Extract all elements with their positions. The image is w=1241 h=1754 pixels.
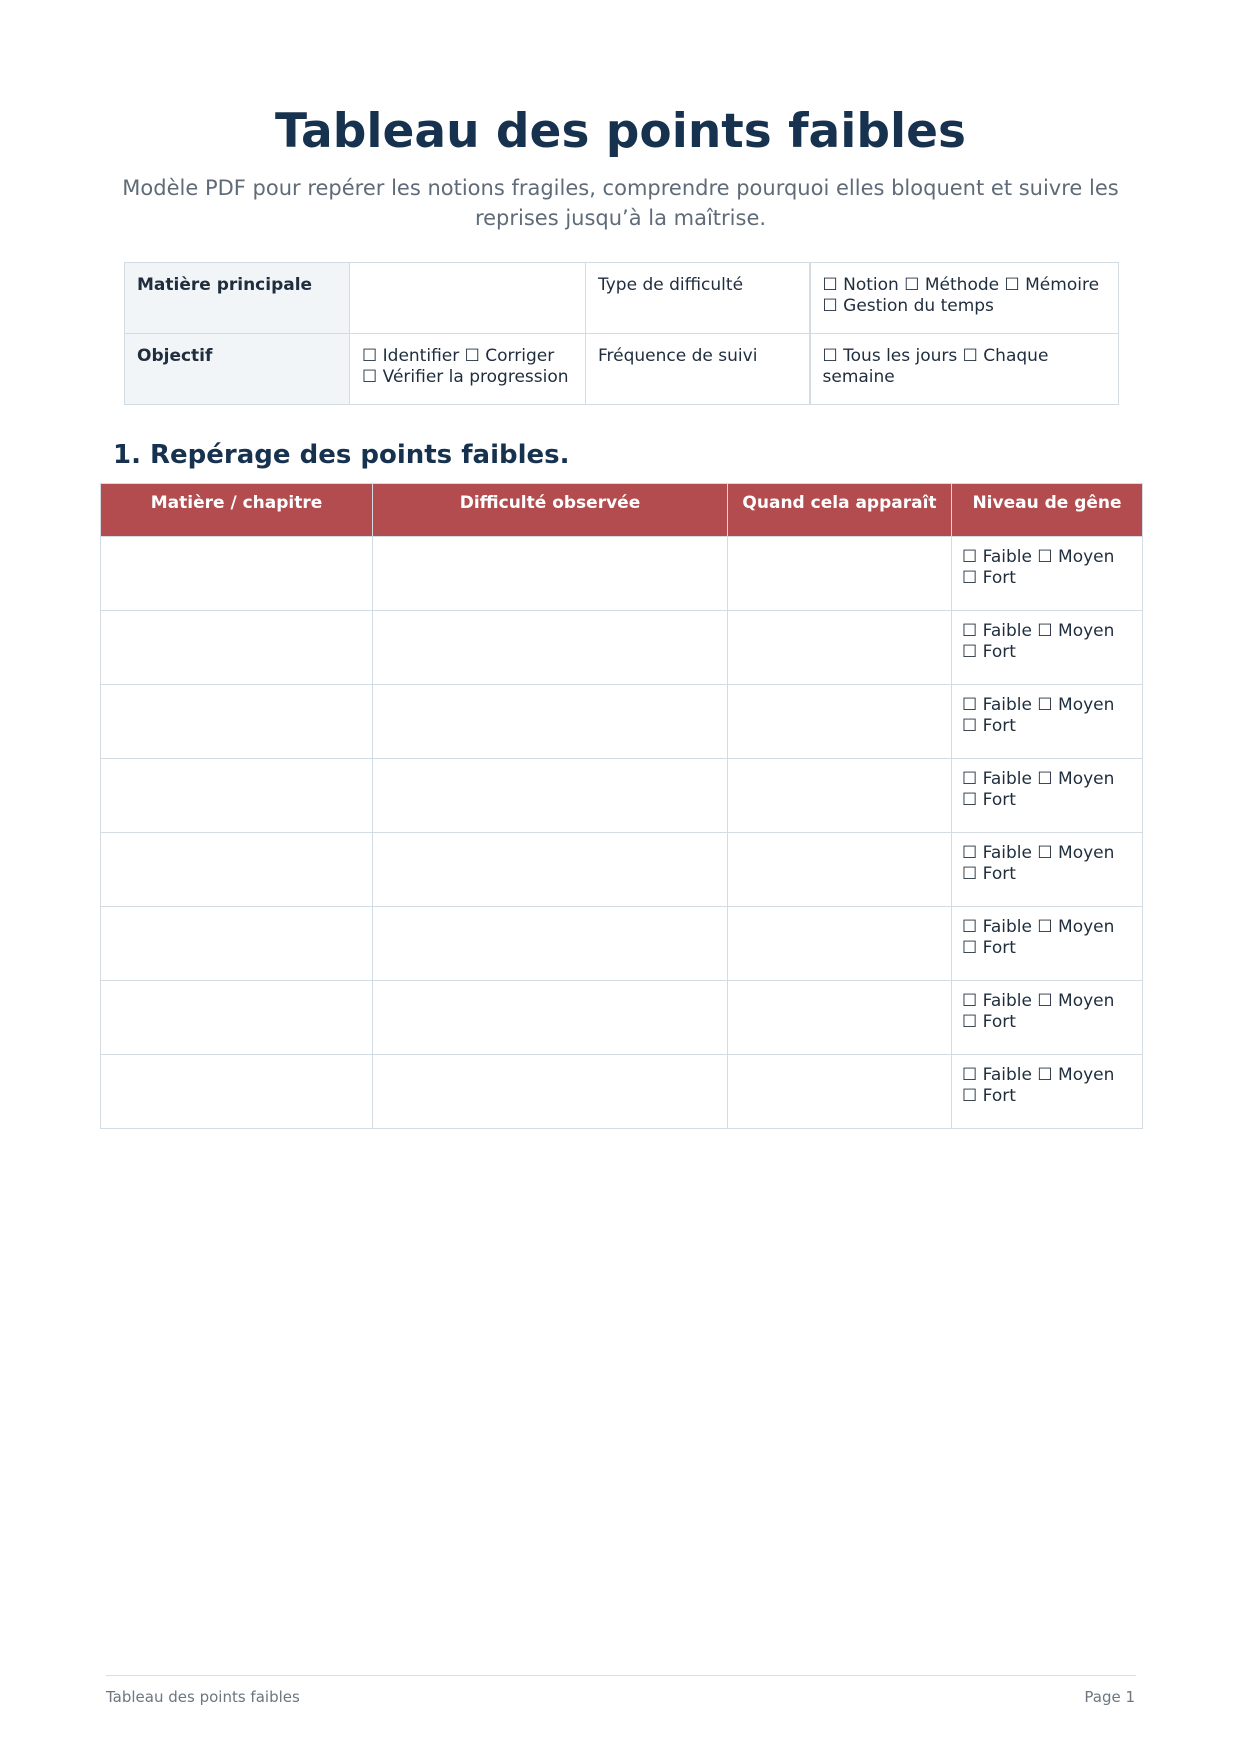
follow-up-frequency-label: Fréquence de suivi: [586, 334, 810, 405]
column-header-when: Quand cela apparaît: [728, 484, 952, 537]
objective-options[interactable]: ☐ Identifier ☐ Corriger ☐ Vérifier la progression: [350, 334, 586, 405]
when-cell[interactable]: [728, 611, 952, 685]
table-row: [101, 759, 1143, 833]
when-cell[interactable]: [728, 759, 952, 833]
info-row: [125, 334, 1119, 405]
when-cell[interactable]: [728, 1055, 952, 1129]
table-row: [101, 611, 1143, 685]
difficulty-cell[interactable]: [373, 611, 728, 685]
table-row: [101, 1055, 1143, 1129]
difficulty-cell[interactable]: [373, 685, 728, 759]
weak-points-table: [100, 483, 1143, 1129]
subject-cell[interactable]: [101, 611, 373, 685]
when-cell[interactable]: [728, 833, 952, 907]
subject-cell[interactable]: [101, 1055, 373, 1129]
main-subject-field[interactable]: [350, 263, 586, 334]
section-heading: 1. Repérage des points faibles.: [113, 440, 570, 470]
table-row: [101, 685, 1143, 759]
column-header-difficulty: Difficulté observée: [373, 484, 728, 537]
when-cell[interactable]: [728, 907, 952, 981]
column-header-level: Niveau de gêne: [952, 484, 1143, 537]
level-checkboxes[interactable]: ☐ Faible ☐ Moyen ☐ Fort: [952, 685, 1143, 759]
document-title: Tableau des points faibles: [275, 104, 966, 159]
footer-divider: [106, 1675, 1136, 1676]
footer-title: Tableau des points faibles: [106, 1688, 300, 1706]
difficulty-type-label: Type de difficulté: [586, 263, 810, 334]
table-row: [101, 537, 1143, 611]
table-header-row: [101, 484, 1143, 537]
level-checkboxes[interactable]: ☐ Faible ☐ Moyen ☐ Fort: [952, 537, 1143, 611]
when-cell[interactable]: [728, 537, 952, 611]
subject-cell[interactable]: [101, 981, 373, 1055]
follow-up-frequency-options[interactable]: ☐ Tous les jours ☐ Chaque semaine: [810, 334, 1119, 405]
when-cell[interactable]: [728, 685, 952, 759]
page-number: Page 1: [1084, 1688, 1135, 1706]
info-row: [125, 263, 1119, 334]
difficulty-cell[interactable]: [373, 981, 728, 1055]
difficulty-cell[interactable]: [373, 1055, 728, 1129]
level-checkboxes[interactable]: ☐ Faible ☐ Moyen ☐ Fort: [952, 833, 1143, 907]
level-checkboxes[interactable]: ☐ Faible ☐ Moyen ☐ Fort: [952, 981, 1143, 1055]
level-checkboxes[interactable]: ☐ Faible ☐ Moyen ☐ Fort: [952, 759, 1143, 833]
subject-cell[interactable]: [101, 537, 373, 611]
table-row: [101, 981, 1143, 1055]
difficulty-cell[interactable]: [373, 907, 728, 981]
main-subject-label: Matière principale: [125, 263, 350, 334]
difficulty-cell[interactable]: [373, 833, 728, 907]
table-row: [101, 833, 1143, 907]
table-row: [101, 907, 1143, 981]
subject-cell[interactable]: [101, 833, 373, 907]
level-checkboxes[interactable]: ☐ Faible ☐ Moyen ☐ Fort: [952, 611, 1143, 685]
difficulty-type-options[interactable]: ☐ Notion ☐ Méthode ☐ Mémoire ☐ Gestion du temps: [810, 263, 1119, 334]
level-checkboxes[interactable]: ☐ Faible ☐ Moyen ☐ Fort: [952, 1055, 1143, 1129]
difficulty-cell[interactable]: [373, 759, 728, 833]
difficulty-cell[interactable]: [373, 537, 728, 611]
document-subtitle: Modèle PDF pour repérer les notions fragiles, comprendre pourquoi elles bloquent et suivre les reprises jusqu’à la maîtrise.: [122, 176, 1119, 230]
when-cell[interactable]: [728, 981, 952, 1055]
objective-label: Objectif: [125, 334, 350, 405]
column-header-subject: Matière / chapitre: [101, 484, 373, 537]
subject-cell[interactable]: [101, 759, 373, 833]
subject-cell[interactable]: [101, 685, 373, 759]
level-checkboxes[interactable]: ☐ Faible ☐ Moyen ☐ Fort: [952, 907, 1143, 981]
subject-cell[interactable]: [101, 907, 373, 981]
info-table: [124, 262, 1119, 405]
